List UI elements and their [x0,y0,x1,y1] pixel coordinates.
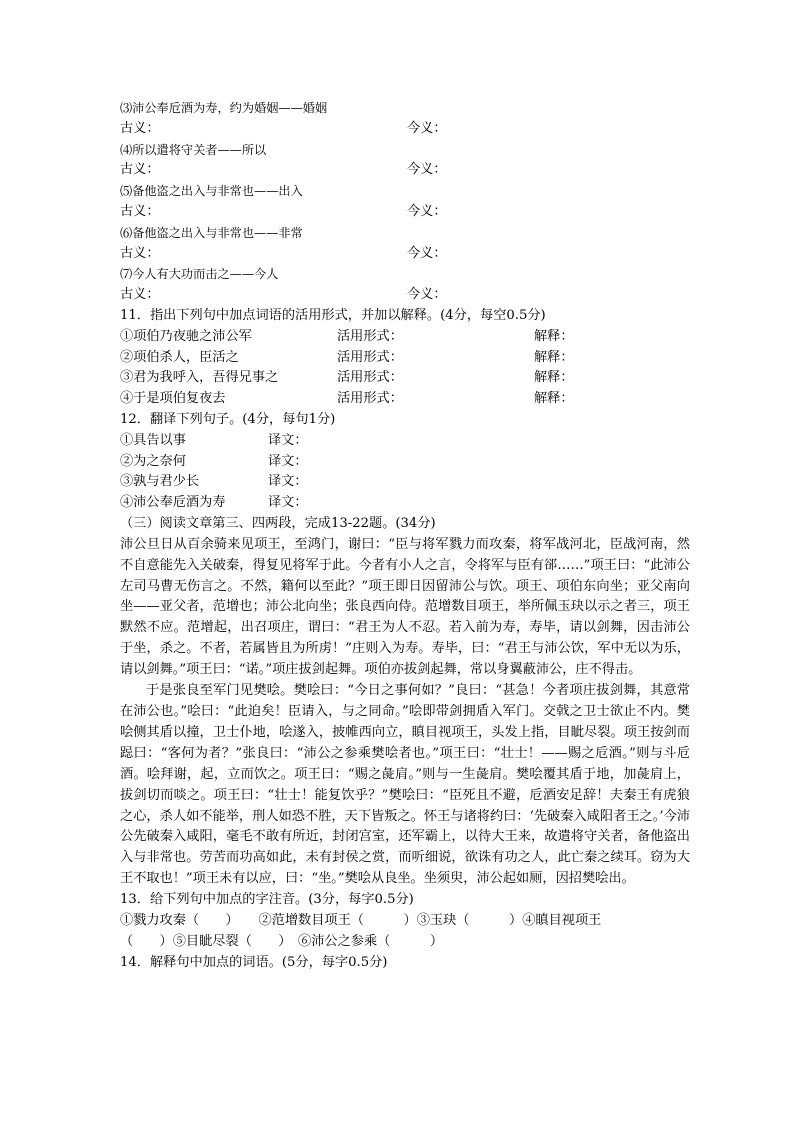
question-14 [120,953,690,974]
passage-paragraph-2: 于是张良至军门见樊哙。樊哙曰：“今日之事何如？”良曰：“甚急！今者项庄拔剑舞，其意常在沛公也。”哙曰：“此迫矣！臣请入，与之同命。”哙即带剑拥盾入军门。交戟之卫士欲止不内。樊哙侧其盾以撞，卫士仆地，哙遂入，披帷西向立，瞋目视项王，头发上指，目眦尽裂。项王按剑而跽曰：“客何为者？”张良曰：“沛公之参乘樊哙者也。”项王曰：“壮士！——赐之卮酒。”则与斗卮酒。哙拜谢，起，立而饮之。项王曰：“赐之彘肩。”则与一生彘肩。樊哙覆其盾于地，加彘肩上，拔剑切而啖之。项王曰：“壮士！能复饮乎？”樊哙曰：“臣死且不避，卮酒安足辞！夫秦王有虎狼之心，杀人如不能举，刑人如恐不胜，天下皆叛之。怀王与诸将约曰：‘先破秦入咸阳者王之。’今沛公先破秦入咸阳，毫毛不敢有所近，封闭宫室，还军霸上，以待大王来，故遣将守关者，备他盗出入与非常也。劳苦而功高如此，未有封侯之赏，而听细说，欲诛有功之人，此亡秦之续耳。窃为大王不取也！”项王未有以应，曰：“坐。”樊哙从良坐。坐须臾，沛公起如厕，因招樊哙出。 [120,683,690,887]
q11-row [120,327,690,348]
jin-yi-label: 今义： [407,245,447,261]
jin-yi-label: 今义： [407,287,447,303]
q12-translation-label: 译文： [268,453,308,469]
q11-sentence: ②项伯杀人，臣活之 [120,349,239,365]
q11-explain-label: 解释： [534,349,574,365]
q11-sentence: ④于是项伯复夜去 [120,391,226,407]
q12-translation-label: 译文： [268,474,308,490]
q11-row [120,389,690,410]
gu-yi-label: 古义： [120,162,160,178]
q11-form-label: 活用形式： [337,391,403,407]
q12-row [120,472,690,493]
vocab-answer-row [120,244,690,265]
section-3-title: （三）阅读文章第三、四两段，完成13-22题。(34分) [120,515,436,531]
vocab-answer-row [120,285,690,306]
question-11-title: 11．指出下列句中加点词语的活用形式，并加以解释。(4分，每空0.5分) [120,307,546,323]
question-11 [120,306,690,410]
question-13-line-2: （ ）⑤目眦尽裂（ ） ⑥沛公之参乘（ ） [120,933,444,949]
q11-row [120,368,690,389]
q12-sentence: ④沛公奉卮酒为寿 [120,495,226,511]
jin-yi-label: 今义： [407,162,447,178]
worksheet-page [120,98,690,973]
q12-row [120,431,690,452]
vocab-section [120,98,690,306]
vocab-answer-row [120,119,690,140]
question-13-line-1: ①戮力攻秦（ ） ②范增数目项王（ ）③玉玦（ ）④瞋目视项王 [120,912,602,928]
q11-sentence: ①项伯乃夜驰之沛公军 [120,328,252,344]
q12-sentence: ①具告以事 [120,432,186,448]
gu-yi-label: 古义： [120,203,160,219]
question-12 [120,410,690,514]
question-14-title: 14．解释句中加点的词语。(5分，每字0.5分) [120,954,388,970]
q12-row [120,452,690,473]
q12-sentence: ③孰与君少长 [120,474,200,490]
q12-sentence: ②为之奈何 [120,453,186,469]
vocab-item-3: ⑶沛公奉卮酒为寿，约为婚姻——婚姻 [120,101,328,115]
vocab-item-6: ⑹备他盗之出入与非常也——非常 [120,225,303,240]
gu-yi-label: 古义： [120,120,160,136]
question-13 [120,890,690,952]
vocab-answer-row [120,202,690,223]
q12-translation-label: 译文： [268,495,308,511]
q11-explain-label: 解释： [534,391,574,407]
q11-row [120,348,690,369]
vocab-item-4: ⑷所以遣将守关者——所以 [120,142,267,157]
jin-yi-label: 今义： [407,120,447,136]
vocab-answer-row [120,160,690,181]
q11-form-label: 活用形式： [337,328,403,344]
q11-sentence: ③君为我呼入，吾得兄事之 [120,370,279,386]
gu-yi-label: 古义： [120,287,160,303]
vocab-item-7: ⑺今人有大功而击之——今人 [120,267,279,282]
question-12-title: 12．翻译下列句子。(4分，每句1分) [120,411,336,427]
q12-row [120,493,690,514]
q11-explain-label: 解释： [534,328,574,344]
question-13-title: 13．给下列句中加点的字注音。(3分，每字0.5分) [120,892,414,908]
jin-yi-label: 今义： [407,203,447,219]
q11-form-label: 活用形式： [337,349,403,365]
q11-form-label: 活用形式： [337,370,403,386]
vocab-item-5: ⑸备他盗之出入与非常也——出入 [120,184,303,199]
section-3 [120,514,690,890]
q11-explain-label: 解释： [534,370,574,386]
passage-paragraph-1: 沛公旦日从百余骑来见项王，至鸿门，谢曰：“臣与将军戮力而攻秦，将军战河北，臣战河南，然不自意能先入关破秦，得复见将军于此。今者有小人之言，令将军与臣有郤……”项王曰：“此沛公左司马曹无伤言之。不然，籍何以至此？”项王即日因留沛公与饮。项王、项伯东向坐；亚父南向坐——亚父者，范增也；沛公北向坐；张良西向侍。范增数目项王，举所佩玉玦以示之者三，项王默然不应。范增起，出召项庄，谓曰：“君王为人不忍。若入前为寿，寿毕，请以剑舞，因击沛公于坐，杀之。不者，若属皆且为所虏！”庄则入为寿。寿毕，曰：“君王与沛公饮，军中无以为乐，请以剑舞。”项王曰：“诺。”项庄拔剑起舞。项伯亦拔剑起舞，常以身翼蔽沛公，庄不得击。 [120,536,690,678]
q12-translation-label: 译文： [268,432,308,448]
gu-yi-label: 古义： [120,245,160,261]
